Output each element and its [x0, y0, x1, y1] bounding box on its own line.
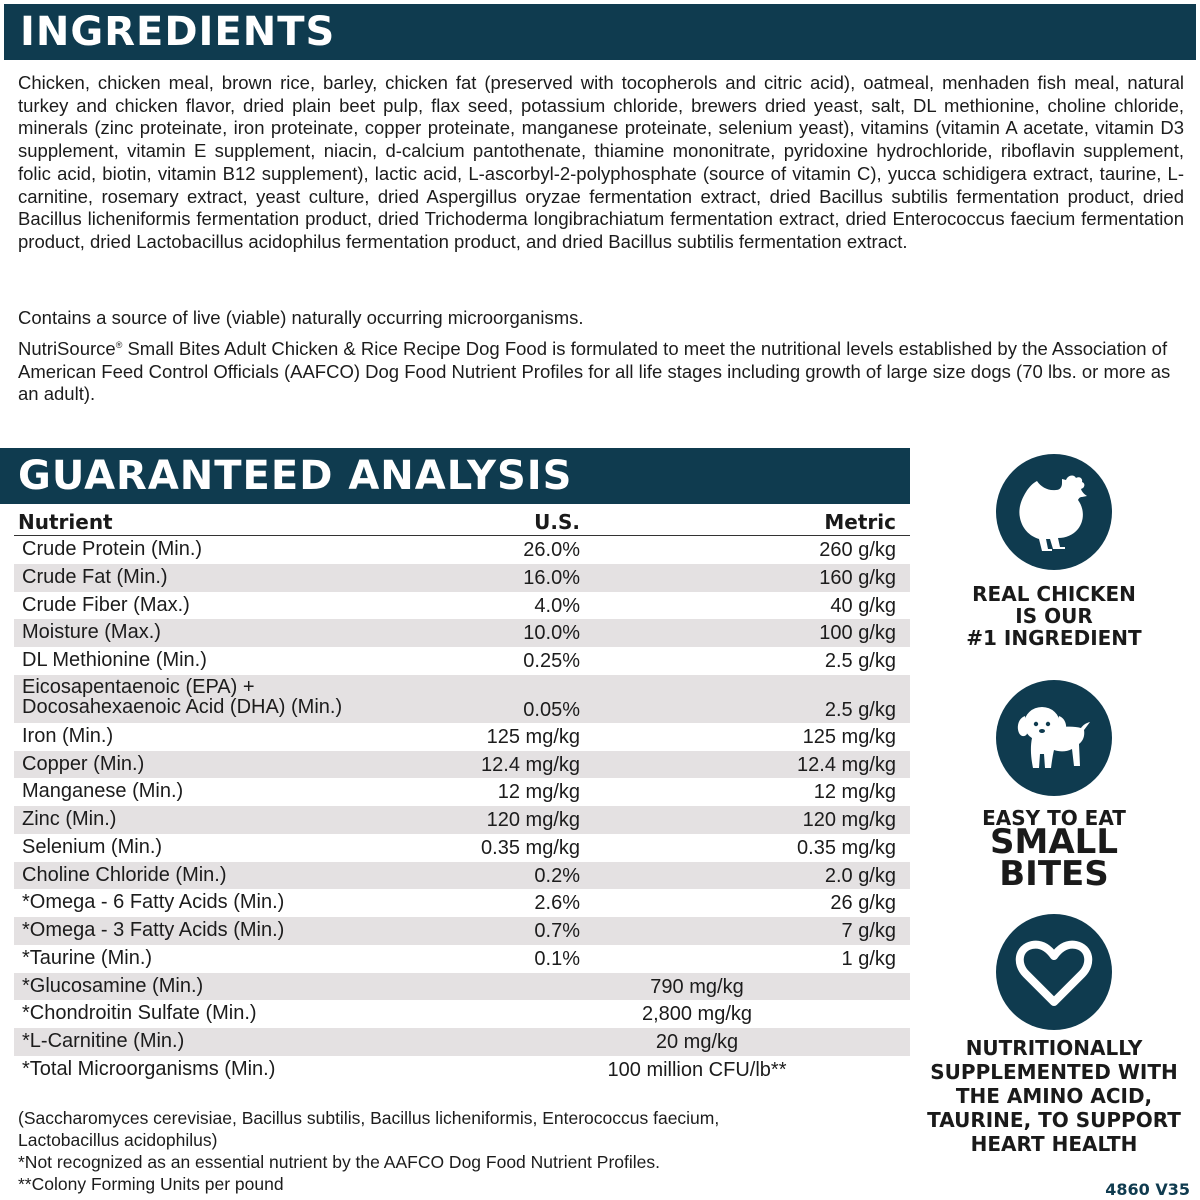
metric-value: 26 g/kg	[830, 892, 896, 915]
chicken-badge	[996, 454, 1112, 570]
claim-line: REAL CHICKEN	[972, 582, 1136, 606]
footnote-line: Lactobacillus acidophilus)	[18, 1130, 218, 1150]
nutrient-name: *Glucosamine (Min.)	[22, 974, 204, 997]
table-row	[14, 834, 910, 862]
metric-value: 7 g/kg	[841, 920, 896, 942]
claim-line: SUPPLEMENTED WITH	[930, 1060, 1178, 1084]
product-code: 4860 V35	[1105, 1180, 1190, 1199]
small-bites-text	[920, 822, 1188, 894]
claim-line: TAURINE, TO SUPPORT	[927, 1108, 1181, 1132]
table-header	[14, 508, 910, 536]
table-row	[14, 917, 910, 945]
us-value: 12.4 mg/kg	[481, 753, 580, 776]
us-value: 0.25%	[523, 650, 580, 672]
table-row	[14, 862, 910, 890]
table-row	[14, 1056, 910, 1084]
metric-value: 2.5 g/kg	[824, 650, 896, 672]
table-row	[14, 592, 910, 620]
heart-icon	[996, 914, 1112, 1030]
nutrient-name: DL Methionine (Min.)	[22, 649, 207, 671]
table-row	[14, 675, 910, 723]
nutrient-name: Moisture (Max.)	[22, 621, 161, 644]
claim-line: NUTRITIONALLY	[965, 1036, 1143, 1060]
combined-value: 100 million CFU/lb**	[607, 1058, 787, 1081]
table-row	[14, 945, 910, 973]
claim-line: SMALL	[990, 822, 1118, 862]
table-row	[14, 1028, 910, 1056]
live-microorganisms-note: Contains a source of live (viable) naturally occurring microorganisms.	[18, 307, 584, 328]
easy-to-eat-text: EASY TO EAT	[982, 806, 1126, 830]
us-value: 120 mg/kg	[486, 809, 580, 831]
metric-value: 12 mg/kg	[813, 781, 896, 804]
ingredients-list: Chicken, chicken meal, brown rice, barley, chicken fat (preserved with tocopherols and citric acid), oatmeal, menhaden fish meal, natural turkey and chicken flavor, dried plain beet pulp, flax seed, potassium chloride, brewers dried yeast, salt, DL methionine, choline chloride, minerals (zinc proteinate, iron proteinate, copper proteinate, manganese proteinate, selenium yeast), vitamins (vitamin A acetate, vitamin D3 supplement, vitamin E supplement, niacin, d-calcium pantothenate, thiamine mononitrate, pyridoxine hydrochloride, riboflavin supplement, folic acid, biotin, vitamin B12 supplement), lactic acid, L-ascorbyl-2-polyphosphate (source of vitamin C), yucca schidigera extract, taurine, L-carnitine, rosemary extract, yeast culture, dried Aspergillus oryzae fermentation extract, dried Bacillus subtilis fermentation product, dried Bacillus licheniformis fermentation product, dried Trichoderma longibrachiatum fermentation extract, dried Enterococcus faecium fermentation product, dried Lactobacillus acidophilus fermentation product, and dried Bacillus subtilis fermentation extract.	[18, 72, 1184, 252]
us-value: 12 mg/kg	[497, 781, 580, 804]
metric-value: 125 mg/kg	[802, 725, 896, 748]
metric-value: 2.0 g/kg	[824, 864, 896, 887]
table-row	[14, 973, 910, 1001]
nutrient-name-line: Docosahexaenoic Acid (DHA) (Min.)	[22, 695, 343, 718]
footnote-line: *Not recognized as an essential nutrient by the AAFCO Dog Food Nutrient Profiles.	[18, 1152, 660, 1172]
table-row	[14, 889, 910, 917]
us-value: 0.1%	[534, 947, 580, 970]
heart-badge	[996, 914, 1112, 1030]
metric-value: 120 mg/kg	[802, 809, 896, 831]
nutrient-name: *Total Microorganisms (Min.)	[22, 1057, 276, 1080]
table-row	[14, 619, 910, 647]
footnote-line: (Saccharomyces cerevisiae, Bacillus subtilis, Bacillus licheniformis, Enterococcus faecium,	[18, 1108, 720, 1128]
metric-value: 40 g/kg	[830, 594, 896, 617]
brand-name: NutriSource	[18, 338, 116, 359]
claim-line: HEART HEALTH	[970, 1132, 1138, 1156]
nutrient-name-line: Eicosapentaenoic (EPA) +	[22, 675, 255, 698]
combined-value: 2,800 mg/kg	[641, 1003, 753, 1026]
us-value: 26.0%	[523, 539, 580, 561]
table-row	[14, 751, 910, 779]
column-header-metric: Metric	[824, 510, 896, 534]
guaranteed-analysis-heading: GUARANTEED ANALYSIS	[0, 448, 910, 504]
us-value: 0.7%	[534, 920, 580, 942]
table-row	[14, 778, 910, 806]
nutrient-name: Crude Fiber (Max.)	[22, 593, 190, 616]
metric-value: 260 g/kg	[819, 539, 896, 561]
us-value: 0.2%	[534, 864, 580, 887]
nutrient-name: Zinc (Min.)	[22, 808, 117, 830]
real-chicken-claim	[920, 583, 1188, 649]
table-row	[14, 536, 910, 564]
column-header-us: U.S.	[534, 510, 580, 534]
nutrient-name	[22, 677, 342, 717]
us-value: 0.35 mg/kg	[481, 836, 580, 859]
claim-line: BITES	[999, 854, 1109, 894]
nutrient-name: Iron (Min.)	[22, 724, 114, 747]
column-header-nutrient: Nutrient	[18, 510, 113, 534]
nutrient-name: Selenium (Min.)	[22, 835, 163, 858]
chicken-icon	[996, 454, 1112, 570]
guaranteed-analysis-table	[14, 508, 910, 1084]
table-body	[14, 536, 910, 1084]
nutrient-name: *Omega - 3 Fatty Acids (Min.)	[22, 919, 285, 941]
aafco-statement	[18, 338, 1184, 406]
metric-value: 1 g/kg	[841, 947, 896, 970]
claim-line: THE AMINO ACID,	[955, 1084, 1153, 1108]
puppy-badge	[996, 680, 1112, 796]
claim-line: #1 INGREDIENT	[966, 626, 1142, 650]
table-row	[14, 1000, 910, 1028]
metric-value: 2.5 g/kg	[824, 698, 896, 721]
us-value: 125 mg/kg	[486, 725, 580, 748]
nutrient-name: *Taurine (Min.)	[22, 946, 153, 969]
nutrient-name: *Chondroitin Sulfate (Min.)	[22, 1002, 257, 1025]
nutrient-name: Crude Protein (Min.)	[22, 538, 203, 560]
nutrient-name: Manganese (Min.)	[22, 780, 184, 803]
nutrient-name: Copper (Min.)	[22, 752, 145, 775]
us-value: 10.0%	[523, 622, 580, 645]
table-row	[14, 723, 910, 751]
metric-value: 160 g/kg	[819, 566, 896, 589]
footnotes	[18, 1107, 898, 1195]
aafco-statement-text: Small Bites Adult Chicken & Rice Recipe Dog Food is formulated to meet the nutritional levels established by the Association of American Feed Control Officials (AAFCO) Dog Food Nutrient Profiles for all life stages including growth of large size dogs (70 lbs. or more as an adult).	[18, 338, 1171, 405]
us-value: 0.05%	[523, 698, 580, 721]
heart-health-claim	[920, 1036, 1188, 1156]
nutrient-name: Crude Fat (Min.)	[22, 565, 168, 588]
metric-value: 100 g/kg	[819, 622, 896, 645]
combined-value: 20 mg/kg	[655, 1031, 739, 1053]
registered-mark: ®	[115, 339, 123, 350]
nutrient-name: Choline Chloride (Min.)	[22, 863, 227, 886]
table-row	[14, 564, 910, 592]
combined-value: 790 mg/kg	[650, 975, 744, 998]
us-value: 16.0%	[523, 566, 580, 589]
footnote-line: **Colony Forming Units per pound	[18, 1174, 284, 1194]
ingredients-heading: INGREDIENTS	[4, 4, 1196, 60]
nutrient-name: *L-Carnitine (Min.)	[22, 1030, 185, 1052]
us-value: 4.0%	[534, 594, 580, 617]
table-row	[14, 806, 910, 834]
nutrient-name: *Omega - 6 Fatty Acids (Min.)	[22, 891, 285, 914]
puppy-icon	[996, 680, 1112, 796]
claim-line: IS OUR	[1015, 604, 1093, 628]
us-value: 2.6%	[534, 892, 580, 915]
metric-value: 12.4 mg/kg	[797, 753, 896, 776]
table-row	[14, 647, 910, 675]
metric-value: 0.35 mg/kg	[797, 836, 896, 859]
